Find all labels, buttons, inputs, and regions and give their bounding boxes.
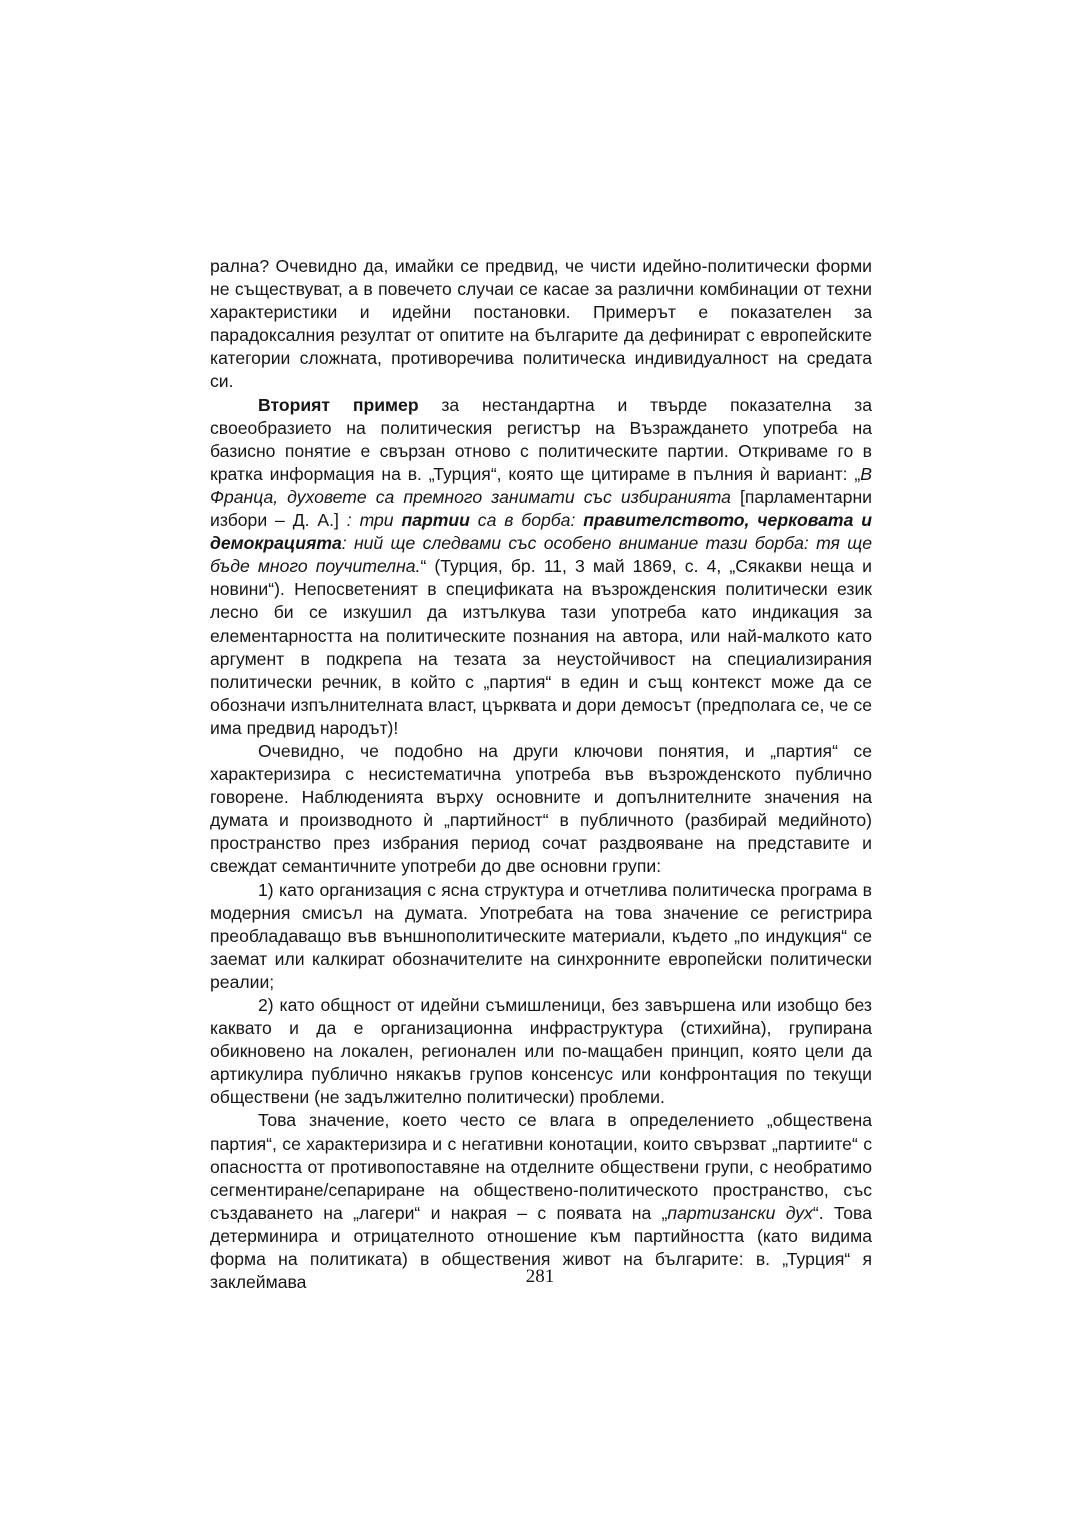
page-number: 281 bbox=[525, 1266, 555, 1287]
quote-part-2: : три bbox=[346, 510, 402, 531]
bracket-note: [парламентарни избори – Д. А.] bbox=[210, 486, 872, 531]
body-text bbox=[210, 255, 872, 1294]
paragraph-2-text-a: за нестандартна и твърде показателна за своеобразието на политическия регистър на Възраждането употреба на базисно понятие е свързан отново с политическите партии. Откриваме го в кратка информация на в. „Турция“, която ще цитираме в пълния ѝ вариант: „ bbox=[210, 394, 872, 484]
list-item-1: 1) като организация с ясна структура и отчетлива политическа програма в модерния смисъл на думата. Употребата на това значение се регистрира преобладаващо във външнополитическите материали, където „по индукция“ се заемат или калкират обозначителите на синхронните европейски политически реалии; bbox=[210, 879, 872, 992]
paragraph-2-text-b: “ (Турция, бр. 11, 3 май 1869, с. 4, „Сякакви неща и новини“). Непосветеният в спецификата на възрожденския политически език лесно би се изкушил да изтълкува тази употреба като индикация за елементарността на политическите познания на автора, или най-малкото като аргумент в подкрепа на тезата за неустойчивост на специализирания политически речник, в който с „партия“ в един и същ контекст може да се обозначи изпълнителната власт, църквата и дори демосът (предполага се, че се има предвид народът)! bbox=[210, 556, 872, 738]
paragraph-4-text-a: Това значение, което често се влага в определението „обществена партия“, се характеризира и с негативни конотации, които свързват „партиите“ с опасността от противопоставяне на отделните обществени групи, с необратимо сегментиране/сепариране на обществено-политическото пространство, със създаването на „лагери“ и накрая – с появата на „ bbox=[210, 1110, 872, 1223]
quote-emphasis-2: правителството, черковата и демокрацията bbox=[210, 510, 872, 554]
quote-part-1: В Франца, духовете са премного занимати със избиранията bbox=[210, 463, 872, 507]
paragraph-4-text-b: “. Това детерминира и отрицателното отношение към партийността (като видима форма на политиката) в обществения живот на българите: в. „Турция“ я заклеймава bbox=[210, 1202, 872, 1293]
list-item-2: 2) като общност от идейни съмишленици, без завършена или изобщо без каквато и да е организационна инфраструктура (стихийна), групирана обикновено на локален, регионален или по-мащабен принцип, която цели да артикулира публично някакъв групов консенсус или конфронтация по текущи обществени (не задължително политически) проблеми. bbox=[210, 995, 872, 1108]
paragraph-1: рална? Очевидно да, имайки се предвид, че чисти идейно-политически форми не съществуват, а в повечето случаи се касае за различни комбинации от техни характеристики и идейни постановки. Примерът е показателен за парадоксалния резултат от опитите на българите да дефинират с европейските категории сложната, противоречива политическа индивидуалност на средата си. bbox=[210, 256, 872, 392]
quote-emphasis-1: партии bbox=[401, 510, 470, 531]
quote-part-4: : ний ще следвами със особено внимание тази борба: тя ще бъде много поучителна. bbox=[210, 533, 872, 577]
lead-phrase: Вторият пример bbox=[258, 394, 419, 415]
quote-part-3: са в борба: bbox=[469, 510, 584, 531]
paragraph-3: Очевидно, че подобно на други ключови понятия, и „партия“ се характеризира с несистематична употреба във възрожденското публично говорене. Наблюденията върху основните и допълнителните значения на думата и производното ѝ „партийност“ в публичното (разбирай медийното) пространство през избрания период сочат раздвояване на представите и свеждат семантичните употреби до две основни групи: bbox=[210, 740, 872, 877]
paragraph-4-italic: партизански дух bbox=[667, 1202, 813, 1223]
paragraph-2 bbox=[210, 394, 872, 740]
